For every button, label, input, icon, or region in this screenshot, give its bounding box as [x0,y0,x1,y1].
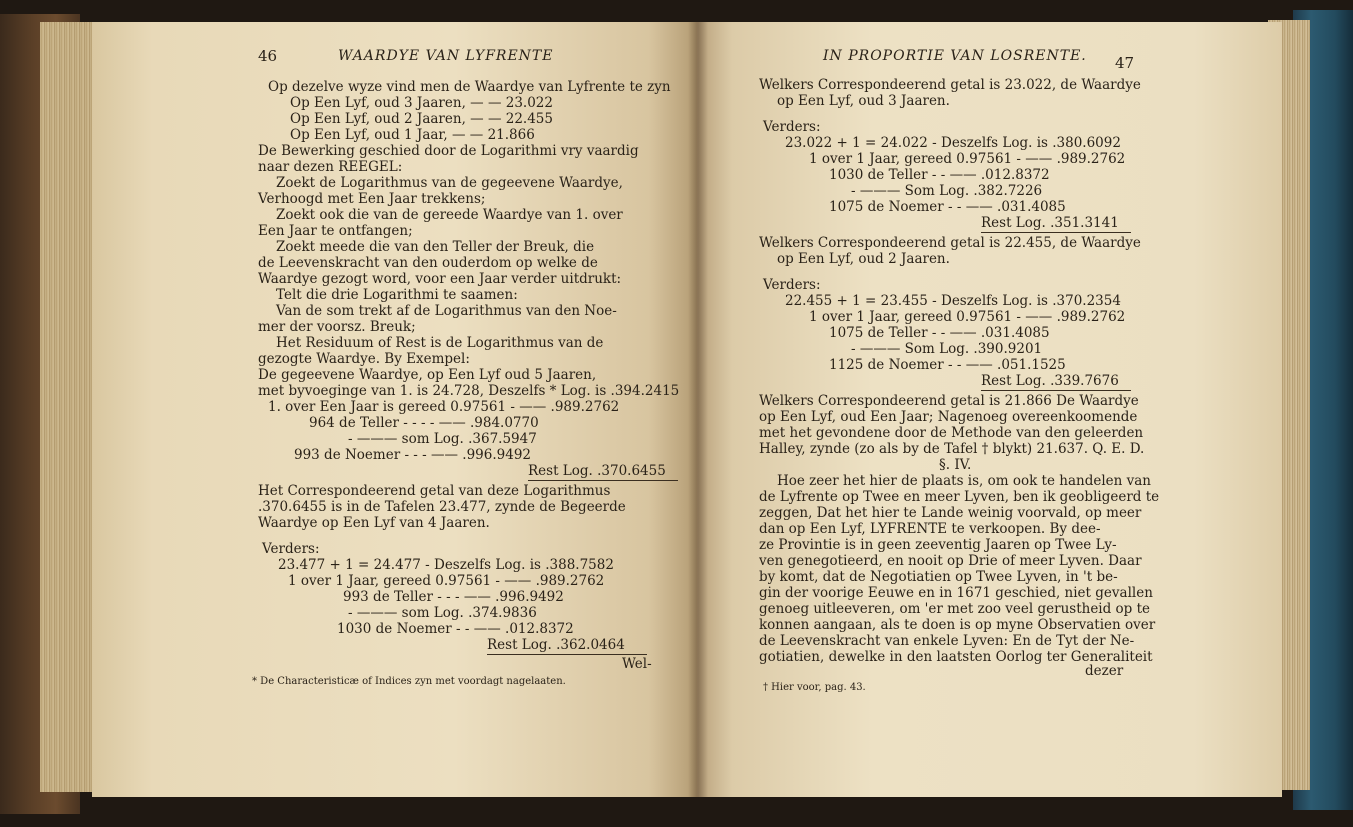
calc-line: 23.477 + 1 = 24.477 - Deszelfs Log. is .388.7582 [278,557,614,573]
calc-line: 1075 de Noemer - - —— .031.4085 [829,199,1066,215]
text-line: de Leevenskracht van enkele Lyven: En de Tyt der Ne- [759,633,1135,649]
rule [487,654,647,655]
catchword: Wel- [622,656,652,672]
calc-line: Rest Log. .370.6455 [528,463,666,479]
text-line: Waardye gezogt word, voor een Jaar verder uitdrukt: [258,271,622,287]
text-line: Zoekt ook die van de gereede Waardye van 1. over [276,207,623,223]
text-line: De gegeevene Waardye, op Een Lyf oud 5 Jaaren, [258,367,597,383]
book-gutter [688,22,708,797]
text-line: Verhoogd met Een Jaar trekkens; [258,191,486,207]
section-heading: §. IV. [939,457,972,473]
text-line: Het Correspondeerend getal van deze Logarithmus [258,483,611,499]
calc-line: - ——— Som Log. .390.9201 [851,341,1043,357]
text-line: genoeg uitleeveren, om 'er met zoo veel gerustheid op te [759,601,1151,617]
text-line: op Een Lyf, oud 2 Jaaren. [777,251,950,267]
text-line: Welkers Correspondeerend getal is 22.455, de Waardye [759,235,1141,251]
text-line: gotiatien, dewelke in den laatsten Oorlog ter Generaliteit [759,649,1153,665]
text-line: konnen aangaan, als te doen is op myne Observatien over [759,617,1156,633]
calc-line: 993 de Teller - - - —— .996.9492 [343,589,564,605]
calc-line: 1075 de Teller - - —— .031.4085 [829,325,1050,341]
calc-line: 23.022 + 1 = 24.022 - Deszelfs Log. is .380.6092 [785,135,1121,151]
rule [981,232,1131,233]
calc-line: 1 over 1 Jaar, gereed 0.97561 - —— .989.2762 [809,309,1126,325]
page-number: 47 [1115,54,1135,72]
text-line: zeggen, Dat het hier te Lande weinig voorvald, op meer [759,505,1142,521]
text-line: Halley, zynde (zo als by de Tafel † blykt) 21.637. Q. E. D. [759,441,1145,457]
text-line: Welkers Correspondeerend getal is 23.022, de Waardye [759,77,1141,93]
calc-line: Rest Log. .351.3141 [981,215,1119,231]
calc-line: Rest Log. .339.7676 [981,373,1119,389]
left-page [92,22,697,797]
calc-line: - ——— Som Log. .382.7226 [851,183,1043,199]
text-line: De Bewerking geschied door de Logarithmi vry vaardig [258,143,639,159]
text-line: Verders: [763,119,821,135]
text-line: Waardye op Een Lyf van 4 Jaaren. [258,515,490,531]
calc-line: 964 de Teller - - - - —— .984.0770 [309,415,539,431]
text-line: Hoe zeer het hier de plaats is, om ook te handelen van [777,473,1151,489]
left-page-edges [40,22,100,792]
rule [528,480,678,481]
calc-line: - ——— som Log. .374.9836 [348,605,537,621]
text-line: gezogte Waardye. By Exempel: [258,351,470,367]
footnote: * De Characteristicæ of Indices zyn met voordagt nagelaaten. [252,676,566,687]
text-line: Welkers Correspondeerend getal is 21.866 De Waardye [759,393,1139,409]
text-line: Zoekt de Logarithmus van de gegeevene Waardye, [276,175,623,191]
text-line: ze Provintie is in geen zeeventig Jaaren op Twee Ly- [759,537,1117,553]
text-line: ven genegotieerd, en nooit op Drie of meer Lyven. Daar [759,553,1142,569]
calc-line: 22.455 + 1 = 23.455 - Deszelfs Log. is .370.2354 [785,293,1121,309]
calc-line: - ——— som Log. .367.5947 [348,431,537,447]
footnote: † Hier voor, pag. 43. [763,682,866,693]
text-line: Verders: [763,277,821,293]
calc-line: 1 over 1 Jaar, gereed 0.97561 - —— .989.2762 [809,151,1126,167]
text-line: Op Een Lyf, oud 3 Jaaren, — — 23.022 [290,95,553,111]
text-line: Het Residuum of Rest is de Logarithmus van de [276,335,604,351]
text-line: Van de som trekt af de Logarithmus van den Noe- [276,303,617,319]
page-number: 46 [258,47,278,65]
text-line: Op Een Lyf, oud 2 Jaaren, — — 22.455 [290,111,553,127]
running-head: WAARDYE VAN LYFRENTE [338,48,554,64]
text-line: met byvoeginge van 1. is 24.728, Deszelfs * Log. is .394.2415 [258,383,680,399]
text-line: op Een Lyf, oud 3 Jaaren. [777,93,950,109]
text-line: Een Jaar te ontfangen; [258,223,413,239]
text-line: Verders: [262,541,320,557]
text-line: de Leevenskracht van den ouderdom op welke de [258,255,598,271]
text-line: op Een Lyf, oud Een Jaar; Nagenoeg overeenkoomende [759,409,1138,425]
text-line: Op Een Lyf, oud 1 Jaar, — — 21.866 [290,127,535,143]
text-line: naar dezen REEGEL: [258,159,403,175]
calc-line: 1 over 1 Jaar, gereed 0.97561 - —— .989.2762 [288,573,605,589]
text-line: Op dezelve wyze vind men de Waardye van Lyfrente te zyn [268,79,671,95]
text-line: .370.6455 is in de Tafelen 23.477, zynde de Begeerde [258,499,626,515]
text-line: Zoekt meede die van den Teller der Breuk, die [276,239,595,255]
text-line: mer der voorsz. Breuk; [258,319,416,335]
calc-line: Rest Log. .362.0464 [487,637,625,653]
text-line: gin der voorige Eeuwe en in 1671 geschied, niet gevallen [759,585,1153,601]
text-line: met het gevondene door de Methode van den geleerden [759,425,1144,441]
text-line: by komt, dat de Negotiatien op Twee Lyven, in 't be- [759,569,1118,585]
right-page [697,22,1282,797]
text-line: dan op Een Lyf, LYFRENTE te verkoopen. By dee- [759,521,1101,537]
calc-line: 1125 de Noemer - - —— .051.1525 [829,357,1066,373]
running-head: IN PROPORTIE VAN LOSRENTE. [823,48,1087,64]
calc-line: 993 de Noemer - - - —— .996.9492 [294,447,532,463]
catchword: dezer [1085,663,1124,679]
calc-line: 1030 de Teller - - —— .012.8372 [829,167,1050,183]
calc-line: 1030 de Noemer - - —— .012.8372 [337,621,574,637]
rule [981,390,1131,391]
text-line: de Lyfrente op Twee en meer Lyven, ben ik geobligeerd te [759,489,1160,505]
text-line: Telt die drie Logarithmi te saamen: [276,287,518,303]
calc-line: 1. over Een Jaar is gereed 0.97561 - —— .989.2762 [268,399,620,415]
